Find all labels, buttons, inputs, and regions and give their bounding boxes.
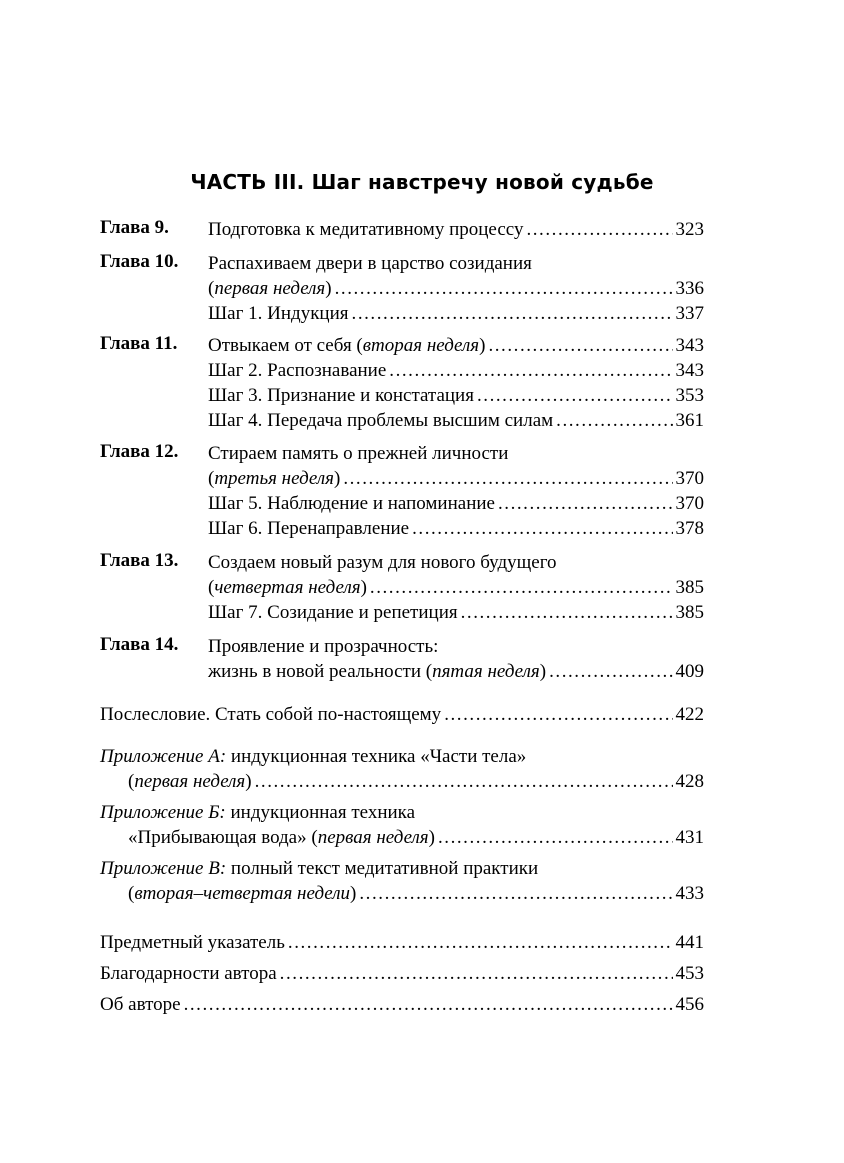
toc-entry-text: (третья неделя): [208, 468, 341, 489]
chapter-10: [100, 251, 704, 326]
toc-entry-text: Послесловие. Стать собой по-настоящему: [100, 704, 442, 725]
leader-dots: [488, 333, 672, 358]
toc-entry-text: Приложение А: индукционная техника «Части тела»: [100, 746, 527, 767]
toc-line: [208, 301, 704, 326]
leader-dots: [370, 575, 673, 600]
page-number: 433: [675, 883, 704, 904]
chapter-label: Глава 13.: [100, 550, 179, 571]
toc-entry-text: Предметный указатель: [100, 932, 285, 953]
toc-line: [100, 702, 704, 727]
leader-dots: [359, 881, 672, 906]
appendix-b: [100, 800, 704, 850]
toc-line: [100, 744, 704, 769]
toc-line: [100, 856, 704, 881]
page-number: 441: [675, 932, 704, 953]
chapter-label: Глава 12.: [100, 441, 179, 462]
chapter-14: [100, 634, 704, 684]
toc-entry-text: Шаг 2. Распознавание: [208, 360, 387, 381]
page-number: 422: [675, 704, 704, 725]
chapter-label: Глава 10.: [100, 251, 179, 272]
page-number: 453: [675, 963, 704, 984]
page-number: 323: [675, 219, 704, 240]
toc-entry-text: (первая неделя): [128, 771, 252, 792]
leader-dots: [288, 927, 673, 958]
leader-dots: [549, 659, 672, 684]
toc-entry-text: Шаг 5. Наблюдение и напоминание: [208, 493, 495, 514]
leader-dots: [498, 491, 673, 516]
appendix-c: [100, 856, 704, 906]
toc-entry-text: Шаг 6. Перенаправление: [208, 518, 410, 539]
page-number: 361: [675, 410, 704, 431]
page-number: 370: [675, 493, 704, 514]
chapter-13: [100, 550, 704, 625]
leader-dots: [412, 516, 672, 541]
chapter-label: Глава 9.: [100, 217, 169, 238]
leader-dots: [352, 301, 673, 326]
chapter-11: [100, 333, 704, 433]
chapter-label: Глава 14.: [100, 634, 179, 655]
toc-entry-text: Приложение В: полный текст медитативной практики: [100, 858, 539, 879]
leader-dots: [477, 383, 673, 408]
toc-line: [100, 927, 704, 958]
toc-entry-text: (первая неделя): [208, 278, 332, 299]
chapter-9: [100, 217, 704, 242]
toc-line: [208, 659, 704, 684]
page-number: 428: [675, 771, 704, 792]
page-number: 343: [675, 335, 704, 356]
toc-line: [208, 600, 704, 625]
leader-dots: [255, 769, 673, 794]
leader-dots: [461, 600, 673, 625]
toc-line: [208, 408, 704, 433]
page-number: 385: [675, 577, 704, 598]
toc-entry-text: Шаг 7. Созидание и репетиция: [208, 602, 458, 623]
toc-line: [208, 634, 704, 659]
toc-line: [100, 800, 704, 825]
leader-dots: [444, 702, 672, 727]
page-number: 409: [675, 661, 704, 682]
toc-entry-text: жизнь в новой реальности (пятая неделя): [208, 661, 547, 682]
leader-dots: [335, 276, 673, 301]
toc-entry-text: Подготовка к медитативному процессу: [208, 219, 524, 240]
toc-line: [208, 333, 704, 358]
toc-line: [100, 958, 704, 989]
toc-entry-text: Создаем новый разум для нового будущего: [208, 552, 557, 573]
toc-entry-text: Распахиваем двери в царство созидания: [208, 253, 532, 274]
toc-line: [128, 825, 704, 850]
toc-entry-text: Приложение Б: индукционная техника: [100, 802, 416, 823]
chapter-label: Глава 11.: [100, 333, 178, 354]
toc-line: [208, 491, 704, 516]
toc-line: [208, 466, 704, 491]
toc-line: [208, 358, 704, 383]
toc-line: [100, 989, 704, 1020]
toc-line: [128, 769, 704, 794]
afterword: [100, 702, 704, 727]
page-number: 385: [675, 602, 704, 623]
leader-dots: [184, 989, 673, 1020]
toc-line: [208, 383, 704, 408]
toc-entry-text: Стираем память о прежней личности: [208, 443, 509, 464]
end-matter: [100, 927, 704, 1020]
page-number: 353: [675, 385, 704, 406]
part-title: ЧАСТЬ III. Шаг навстречу новой судьбе: [190, 170, 654, 194]
appendix-a: [100, 744, 704, 794]
toc-entry-text: Шаг 1. Индукция: [208, 303, 349, 324]
page-number: 370: [675, 468, 704, 489]
leader-dots: [526, 217, 672, 242]
toc-line: [208, 516, 704, 541]
page-number: 336: [675, 278, 704, 299]
toc-line: [208, 276, 704, 301]
toc-entry-text: Об авторе: [100, 994, 181, 1015]
toc-entry-text: Отвыкаем от себя (вторая неделя): [208, 335, 486, 356]
toc-entry-text: (четвертая неделя): [208, 577, 367, 598]
toc-entry-text: Шаг 4. Передача проблемы высшим силам: [208, 410, 554, 431]
toc-line: [208, 441, 704, 466]
page-number: 431: [675, 827, 704, 848]
toc-line: [208, 251, 704, 276]
toc-entry-text: Благодарности автора: [100, 963, 277, 984]
toc-entry-text: Проявление и прозрачность:: [208, 636, 439, 657]
leader-dots: [389, 358, 672, 383]
toc-line: [208, 575, 704, 600]
leader-dots: [280, 958, 673, 989]
toc-line: [208, 217, 704, 242]
toc-entry-text: «Прибывающая вода» (первая неделя): [128, 827, 435, 848]
page-number: 343: [675, 360, 704, 381]
leader-dots: [343, 466, 672, 491]
leader-dots: [556, 408, 672, 433]
chapter-12: [100, 441, 704, 541]
toc-line: [208, 550, 704, 575]
toc-line: [128, 881, 704, 906]
toc-entry-text: Шаг 3. Признание и констатация: [208, 385, 474, 406]
toc-entry-text: (вторая–четвертая недели): [128, 883, 357, 904]
page-number: 378: [675, 518, 704, 539]
page-number: 337: [675, 303, 704, 324]
leader-dots: [438, 825, 673, 850]
page-number: 456: [675, 994, 704, 1015]
